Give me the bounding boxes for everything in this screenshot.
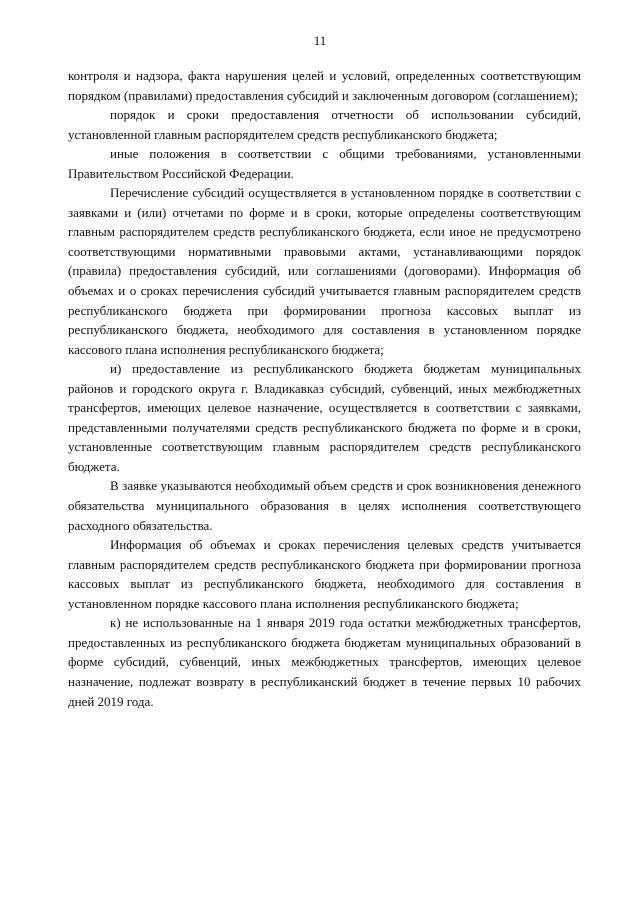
paragraph-5: и) предоставление из республиканского бюджета бюджетам муниципальных районов и городского округа г. Владикавказ субсидий, субвенций, иных межбюджетных трансфертов, имеющих целевое назначение, осуществляется в соответствии с заявками, представленными получателями средств республиканского бюджета по форме и в сроки, установленные соответствующим главным распорядителем средств республиканского бюджета. — [68, 361, 581, 474]
page-number: 11 — [313, 33, 327, 48]
paragraph-2: порядок и сроки предоставления отчетности об использовании субсидий, установленной главным распорядителем средств республиканского бюджета; — [68, 107, 581, 142]
paragraph-1: контроля и надзора, факта нарушения целей и условий, определенных соответствующим порядком (правилами) предоставления субсидий и заключенным договором (соглашением); — [68, 68, 581, 103]
document-body — [68, 66, 581, 711]
paragraph-3: иные положения в соответствии с общими требованиями, установленными Правительством Российской Федерации. — [68, 146, 581, 181]
paragraph-4: Перечисление субсидий осуществляется в установленном порядке в соответствии с заявками и (или) отчетами по форме и в сроки, которые определены соответствующим главным распорядителем средств республиканского бюджета, если иное не предусмотрено соответствующими нормативными правовыми актами, устанавливающими порядок (правила) предоставления субсидий, или соглашениями (договорами). Информация об объемах и о сроках перечисления субсидий учитывается главным распорядителем средств республиканского бюджета при формировании прогноза кассовых выплат из республиканского бюджета, необходимого для составления в установленном порядке кассового плана исполнения республиканского бюджета; — [68, 185, 581, 357]
paragraph-6: В заявке указываются необходимый объем средств и срок возникновения денежного обязательства муниципального образования в целях исполнения соответствующего расходного обязательства. — [68, 478, 581, 533]
paragraph-8: к) не использованные на 1 января 2019 года остатки межбюджетных трансфертов, предоставленных из республиканского бюджета бюджетам муниципальных образований в форме субсидий, субвенций, иных межбюджетных трансфертов, имеющих целевое назначение, подлежат возврату в республиканский бюджет в течение первых 10 рабочих дней 2019 года. — [68, 615, 581, 709]
paragraph-7: Информация об объемах и сроках перечисления целевых средств учитывается главным распорядителем средств республиканского бюджета при формировании прогноза кассовых выплат из республиканского бюджета, необходимого для составления в установленном порядке кассового плана исполнения республиканского бюджета; — [68, 537, 581, 611]
